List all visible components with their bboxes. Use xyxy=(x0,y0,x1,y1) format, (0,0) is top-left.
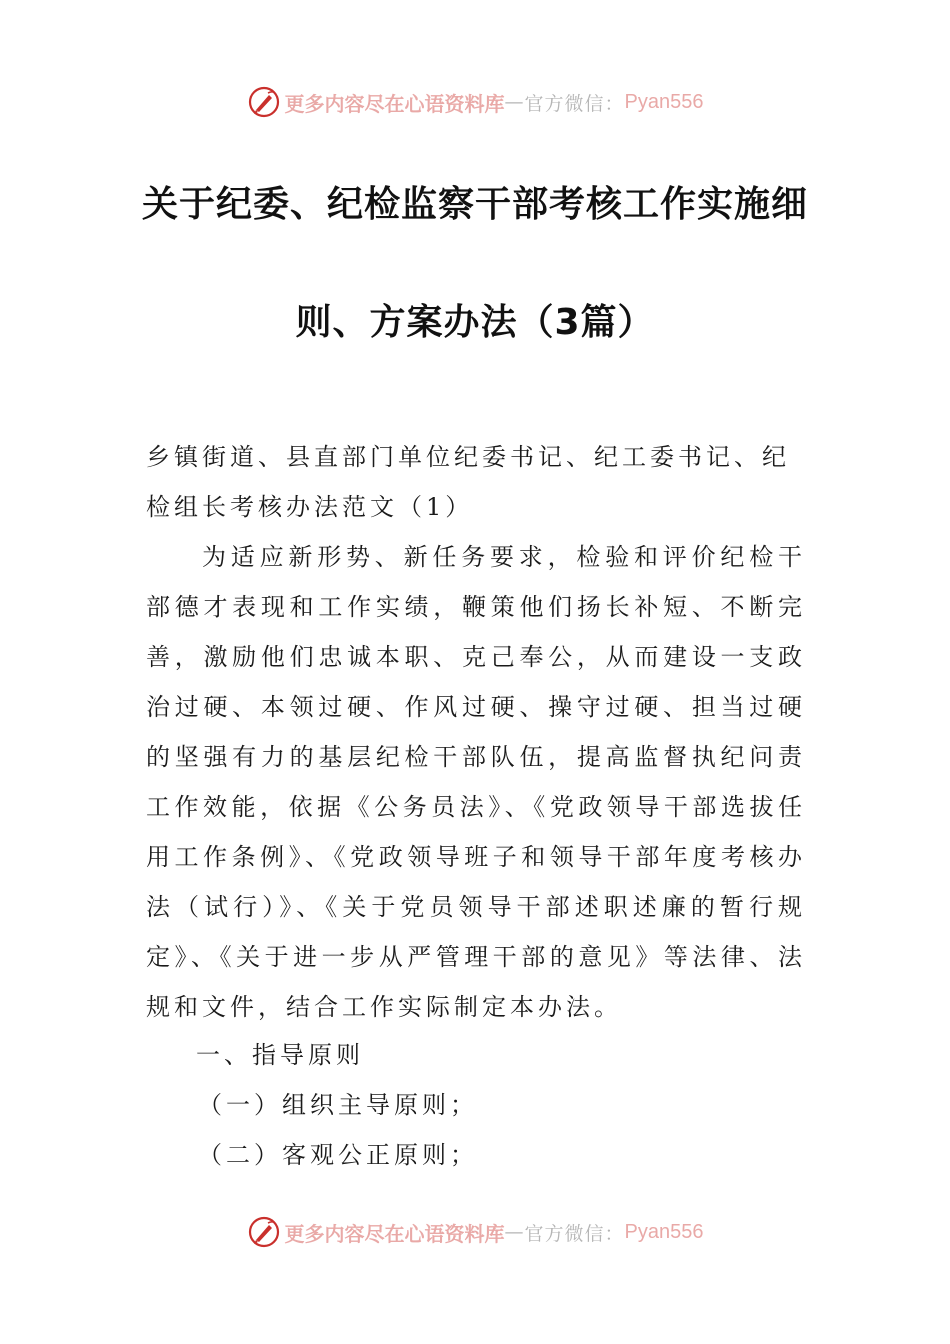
document-title-line1: 关于纪委、纪检监察干部考核工作实施细 xyxy=(141,184,808,225)
list-item-text: （二）客观公正原则； xyxy=(198,1141,478,1169)
section-heading-text: 一、指导原则 xyxy=(196,1041,364,1069)
document-title-line2: 则、方案办法（3篇） xyxy=(295,302,655,343)
watermark-banner-top xyxy=(0,80,950,124)
list-item xyxy=(198,1080,858,1130)
watermark-banner-bottom xyxy=(0,1210,950,1254)
subtitle-text: 乡镇街道、县直部门单位纪委书记、纪工委书记、纪检组长考核办法范文（1） xyxy=(146,443,790,521)
section-heading xyxy=(196,1030,856,1080)
watermark-sub-text: 官方微信： xyxy=(524,1222,625,1245)
watermark-main-text: 更多内容尽在心语资料库 xyxy=(284,91,505,116)
pen-logo-icon xyxy=(247,85,281,119)
watermark-dash: — xyxy=(504,1221,525,1243)
watermark-main-text: 更多内容尽在心语资料库 xyxy=(284,1221,505,1246)
paragraph-text: 为适应新形势、新任务要求，检验和评价纪检干部德才表现和工作实绩，鞭策他们扬长补短、不断完善，激励他们忠诚本职、克己奉公，从而建设一支政治过硬、本领过硬、作风过硬、操守过硬、担当过硬的坚强有力的基层纪检干部队伍，提高监督执纪问责工作效能，依据《公务员法》、《党政领导干部选拔任用工作条例》、《党政领导班子和领导干部年度考核办法（试行）》、《关于党员领导干部述职述廉的暂行规定》、《关于进一步从严管理干部的意见》等法律、法规和文件，结合工作实际制定本办法。 xyxy=(146,543,806,1021)
list-item-text: （一）组织主导原则； xyxy=(198,1091,478,1119)
list-item xyxy=(198,1130,858,1180)
subtitle-heading xyxy=(146,432,806,532)
watermark-id: Pyan556 xyxy=(624,1220,704,1243)
pen-logo-icon xyxy=(247,1215,281,1249)
body-paragraph xyxy=(146,532,806,1032)
watermark-id: Pyan556 xyxy=(624,90,704,113)
watermark-sub-text: 官方微信： xyxy=(524,92,625,115)
watermark-dash: — xyxy=(504,91,525,113)
